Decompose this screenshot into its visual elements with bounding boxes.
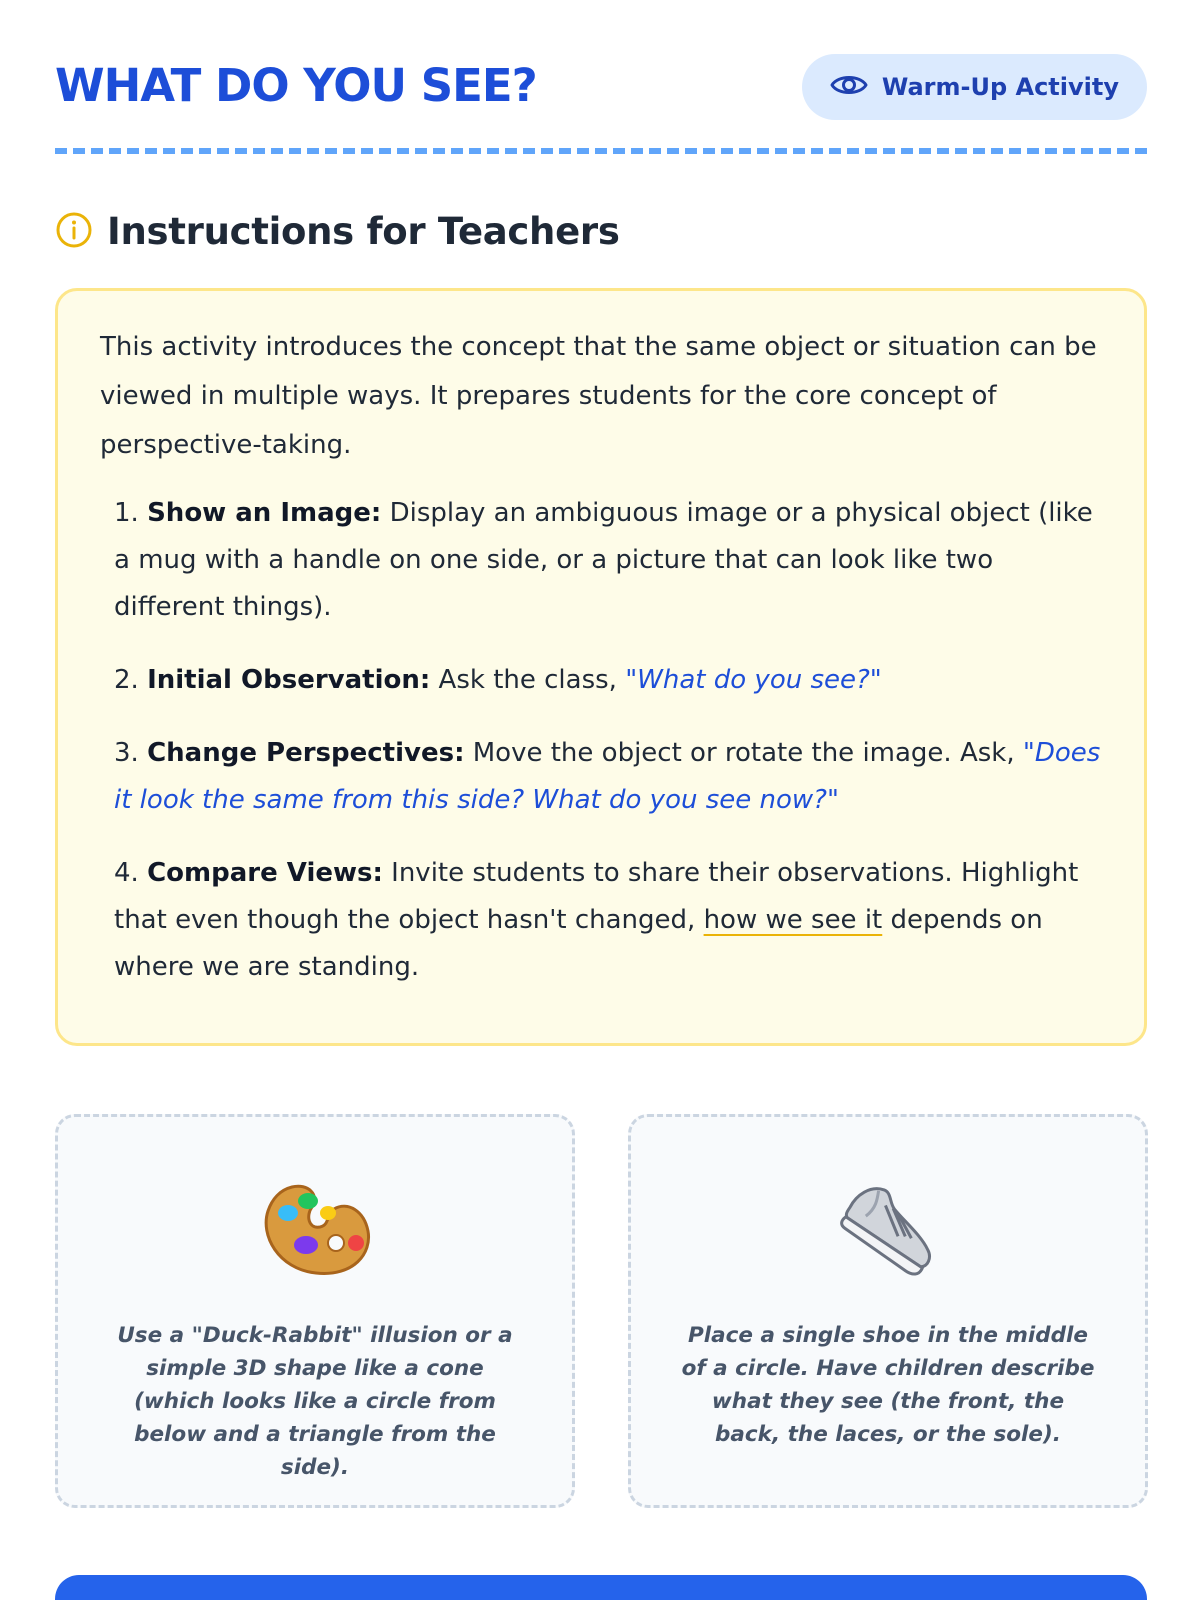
step-item: [114, 730, 1106, 824]
step-number: 3.: [114, 738, 139, 768]
art-palette-icon: [58, 1163, 572, 1293]
step-number: 4.: [114, 858, 139, 888]
instructions-heading: [55, 210, 620, 253]
step-quote: "Does it look the same from this side? What do you see now?": [114, 738, 1101, 815]
step-text: Invite students to share their observations. Highlight that even though the object hasn't changed,: [114, 858, 1079, 935]
step-number: 1.: [114, 498, 139, 528]
dashed-divider: [55, 148, 1147, 154]
step-label: Change Perspectives:: [147, 738, 465, 768]
step-quote: "What do you see?": [625, 665, 882, 695]
shoe-icon: [631, 1163, 1145, 1293]
instructions-box: [55, 288, 1147, 1046]
info-icon: [55, 211, 93, 253]
bottom-banner: [55, 1575, 1147, 1600]
highlighted-phrase: how we see it: [703, 905, 883, 935]
page-title: WHAT DO YOU SEE?: [55, 59, 537, 112]
step-text: Ask the class,: [438, 665, 617, 695]
warm-up-badge[interactable]: [802, 54, 1147, 120]
step-label: Show an Image:: [147, 498, 382, 528]
step-text: Display an ambiguous image or a physical object (like a mug with a handle on one side, or a picture that can look like two different things).: [114, 498, 1093, 622]
card-text: Place a single shoe in the middle of a circle. Have children describe what they see (the front, the back, the laces, or the sole).: [681, 1323, 1095, 1447]
step-label: Initial Observation:: [147, 665, 431, 695]
header: [55, 52, 1147, 120]
example-card-palette: [55, 1114, 575, 1508]
steps-list: [100, 490, 1106, 991]
card-text: Use a "Duck-Rabbit" illusion or a simple 3D shape like a cone (which looks like a circle from below and a triangle from the side).: [117, 1323, 513, 1480]
intro-text: This activity introduces the concept that the same object or situation can be viewed in multiple ways. It prepares students for the core concept of perspective-taking.: [100, 332, 1097, 460]
step-item: [114, 490, 1106, 631]
step-text: depends on where we are standing.: [114, 905, 1043, 982]
step-label: Compare Views:: [147, 858, 383, 888]
step-item: [114, 657, 1106, 704]
section-title: Instructions for Teachers: [107, 210, 620, 253]
step-text: Move the object or rotate the image. Ask,: [472, 738, 1015, 768]
step-item: [114, 850, 1106, 991]
badge-label: Warm-Up Activity: [881, 73, 1119, 101]
eye-icon: [830, 71, 868, 103]
step-number: 2.: [114, 665, 139, 695]
example-card-shoe: [628, 1114, 1148, 1508]
